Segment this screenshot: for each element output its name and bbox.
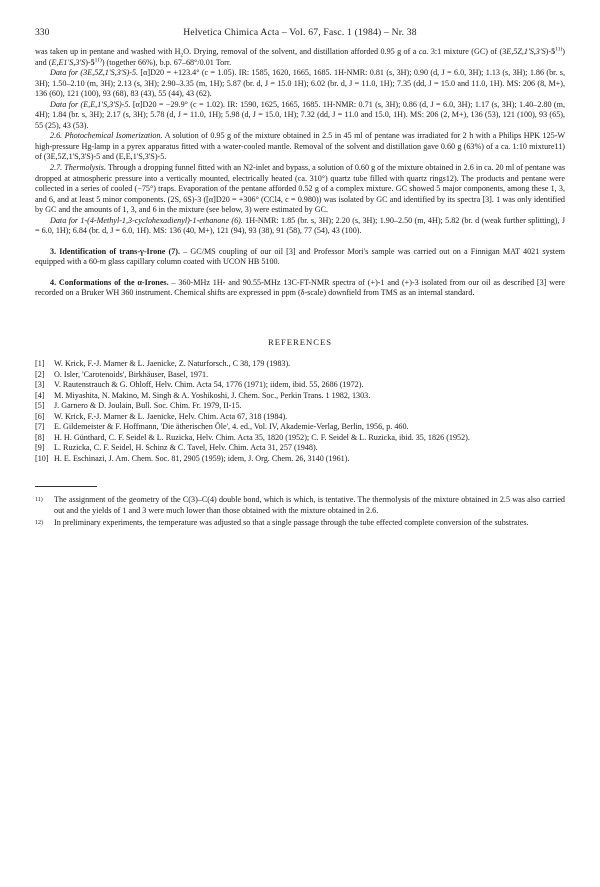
footnote-item [35, 518, 565, 529]
reference-text: E. Gildemeister & F. Hoffmann, 'Die ätherischen Öle', 4. ed., Vol. IV, Akademie-Verlag, Berlin, 1956, p. 460. [54, 422, 409, 432]
reference-text: M. Miyashita, N. Makino, M. Singh & A. Yoshikoshi, J. Chem. Soc., Perkin Trans. 1 1982, 1303. [54, 390, 371, 400]
journal-page [35, 27, 565, 531]
reference-item [35, 401, 565, 412]
reference-number: [10] [35, 453, 49, 463]
reference-text: H. E. Eschinazi, J. Am. Chem. Soc. 81, 2905 (1959); idem, J. Org. Chem. 26, 3140 (1961). [54, 453, 350, 463]
reference-item [35, 380, 565, 391]
section-identification-trans-irone: 3. Identification of trans-γ-Irone (7). – GC/MS coupling of our oil [3] and Professor Mori's sample was carried out on a Finnigan MAT 4021 system equipped with a 60-m glass capillary column coated with UCON HB 5100. [35, 246, 565, 267]
reference-number: [3] [35, 380, 45, 390]
reference-text: H. H. Günthard, C. F. Seidel & L. Ruzicka, Helv. Chim. Acta 35, 1820 (1952); C. F. Seidel & L. Ruzicka, ibid. 35, 1826 (1952). [54, 432, 470, 442]
section-conformations-irones: 4. Conformations of the α-Irones. – 360-MHz 1H- and 90.55-MHz 13C-FT-NMR spectra of (+)-1 and (+)-3 isolated from our oil as described [3] were recorded on a Bruker WH 360 instrument. Chemical shifts are expressed in ppm (δ-scale) downfield from TMS as an internal standard. [35, 277, 565, 298]
reference-item [35, 454, 565, 465]
page-number: 330 [35, 27, 50, 38]
reference-number: [2] [35, 369, 45, 379]
reference-number: [5] [35, 401, 45, 411]
data-paragraph-3e5z: Data for (3E,5Z,1'S,3'S)-5. [α]D20 = +123.4° (c = 1.05). IR: 1585, 1620, 1665, 1685. 1H-NMR: 0.81 (s, 3H); 0.90 (d, J = 6.0, 3H); 1.13 (s, 3H); 1.86 (br. s, 3H); 1.50–2.10 (m, 3H); 2.13 (s, 3H); 2.90–3.35 (m, 1H); 5.87 (br. d, J = 15.0 1H); 6.02 (br. d, J = 11.0, 1H); 7.35 (dd, J = 15.0 and 11.0, 1H). MS: 206 (8, M+), 136 (60), 121 (100), 93 (68), 83 (43), 55 (44), 43 (62). [35, 68, 565, 99]
references-list [35, 359, 565, 464]
running-header [35, 27, 565, 41]
reference-number: [4] [35, 390, 45, 400]
references-heading: REFERENCES [268, 337, 332, 348]
footnote-text: The assignment of the geometry of the C(3)–C(4) double bond, which is which, is tentative. The thermolysis of the mixture obtained in 2.5 was also carried out and the yields of 1 and 3 were much lower than those obtained with the mixture obtained in 2.6. [54, 495, 565, 515]
reference-item [35, 443, 565, 454]
reference-item [35, 422, 565, 433]
data-paragraph-ee: Data for (E,E,1'S,3'S)-5. [α]D20 = −29.9° (c = 1.02). IR: 1590, 1625, 1665, 1685. 1H-NMR: 0.71 (s, 3H); 0.86 (d, J = 6.0, 3H); 1.17 (s, 3H); 1.40–2.80 (m, 4H); 1.84 (br. s, 3H); 2.17 (s, 3H); 5.78 (d, J = 11.0, 1H); 5.98 (d, J = 15.0, 1H); 7.32 (dd, J = 11.0 and 15.0, 1H). MS: 206 (2, M+), 136 (53), 121 (100), 93 (65), 55 (25), 43 (53). [35, 99, 565, 130]
reference-text: L. Ruzicka, C. F. Seidel, H. Schinz & C. Tavel, Helv. Chim. Acta 31, 257 (1948). [54, 443, 318, 453]
journal-title: Helvetica Chimica Acta – Vol. 67, Fasc. 1 (1984) – Nr. 38 [183, 27, 417, 38]
reference-text: J. Garnero & D. Joulain, Bull. Soc. Chim. Fr. 1979, II-15. [54, 401, 242, 411]
footnote-divider [35, 486, 97, 487]
footnote-item [35, 495, 565, 516]
reference-item [35, 391, 565, 402]
reference-text: V. Rautenstrauch & G. Ohloff, Helv. Chim. Acta 54, 1776 (1971); iidem, ibid. 55, 2686 (1972). [54, 380, 364, 390]
article-body [35, 47, 565, 299]
reference-number: [9] [35, 443, 45, 453]
reference-number: [6] [35, 411, 45, 421]
reference-text: W. Krick, F.-J. Marner & L. Jaenicke, Z. Naturforsch., C 38, 179 (1983). [54, 359, 291, 369]
footnotes-list [35, 495, 565, 529]
reference-item [35, 412, 565, 423]
reference-number: [8] [35, 432, 45, 442]
reference-number: [7] [35, 422, 45, 432]
footnote-number: 12) [35, 520, 43, 527]
reference-item [35, 433, 565, 444]
reference-item [35, 370, 565, 381]
footnote-text: In preliminary experiments, the temperature was adjusted so that a single passage through the tube effected complete conversion of the substrates. [54, 518, 529, 528]
reference-item [35, 359, 565, 370]
paragraph-continuation: was taken up in pentane and washed with $H_2O$. Drying, removal of the solvent, and distillation afforded 0.95 g of a ca. 3:1 mixture (GC) of (3E,5Z,1'S,3'S)-5$^{11)}$) and (E,E1'S,3'S)-5$^{11)}$) (together 66%), b.p. 67–68°/0.01 Torr. [35, 46, 566, 67]
reference-number: [1] [35, 359, 45, 369]
data-paragraph-compound-6: Data for 1-(4-Methyl-1,3-cyclohexadienyl)-1-ethanone (6). 1H-NMR: 1.85 (br. s, 3H); 2.20 (s, 3H); 1.90–2.50 (m, 4H); 5.82 (br. d (weak further splitting), J = 6.0, 1H); 6.84 (br. d, J = 6.0, 1H). MS: 136 (40, M+), 121 (94), 93 (38), 91 (58), 77 (54), 43 (100). [35, 215, 565, 236]
reference-text: W. Krick, F.-J. Marner & L. Jaenicke, Helv. Chim. Acta 67, 318 (1984). [54, 411, 288, 421]
section-thermolysis: 2.7. Thermolysis. Through a dropping funnel fitted with an N2-inlet and bypass, a solution of 0.60 g of the mixture obtained in 2.6 in ca. 20 ml of pentane was dropped at atmospheric pressure into a vertically mounted, electrically heated (ca. 310°) quartz tube filled with quartz rings12). The products and pentane were collected in a series of cooled (−75°) traps. Evaporation of the pentane afforded 0.52 g of a complex mixture. GC showed 5 major components, among these 1, 3, and 6, and at least 5 minor components. (2S, 6S)-3 ([α]D20 = +306° (CCl4, c = 0.980)) was isolated by GC and identified by its spectra [3]. 1 was only identified by GC and the amounts of 1, 3, and 6 in the mixture (see below, 3) were estimated by GC. [35, 163, 565, 215]
reference-text: O. Isler, 'Carotenoids', Birkhäuser, Basel, 1971. [54, 369, 209, 379]
section-photochemical-isomerization: 2.6. Photochemical Isomerization. A solution of 0.95 g of the mixture obtained in 2.5 in 45 ml of pentane was irradiated for 2 h with a Philips HPK 125-W high-pressure Hg-lamp in a pyrex apparatus fitted with a water-cooled mantle. Removal of the solvent and distillation gave 0.60 g (63%) of a ca. 1:10 mixture11) of (3E,5Z,1'S,3'S)-5 and (E,E,1'S,3'S)-5. [35, 131, 566, 162]
footnote-number: 11) [35, 497, 43, 504]
